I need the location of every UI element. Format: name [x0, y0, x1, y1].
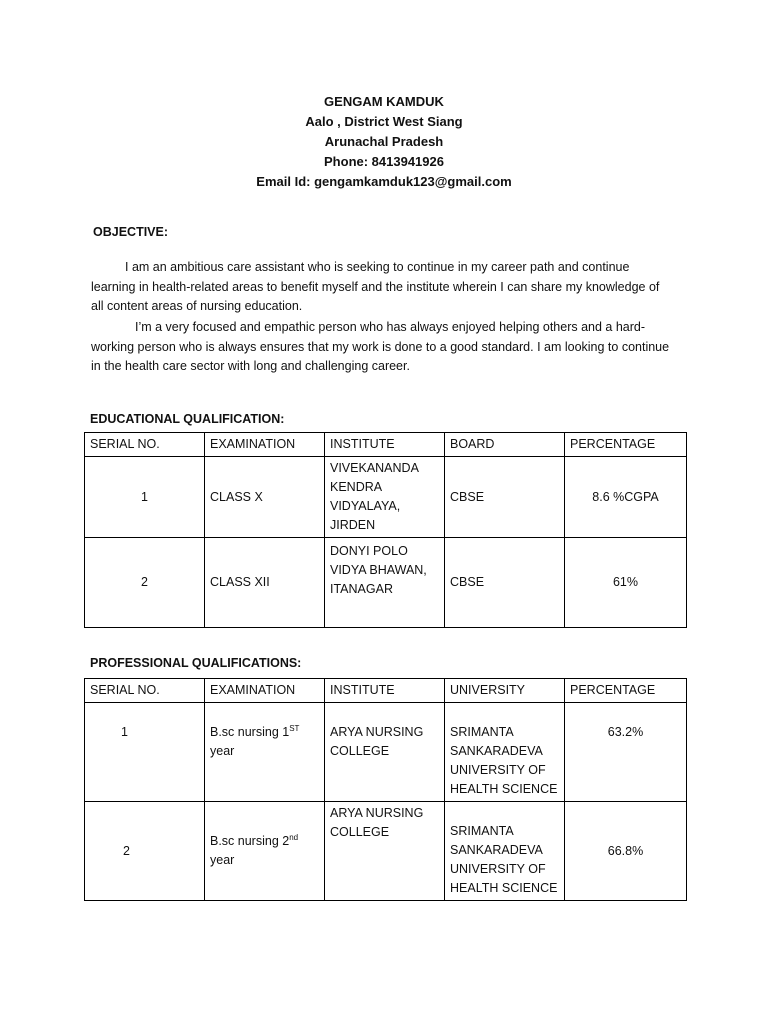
education-heading: EDUCATIONAL QUALIFICATION:: [90, 412, 285, 426]
exam-cell: [205, 802, 325, 901]
ordinal-suffix: ST: [289, 723, 300, 733]
column-header: EXAMINATION: [205, 433, 325, 457]
serial-cell: 2: [85, 538, 205, 628]
education-table: [84, 432, 687, 628]
table-row: [85, 703, 687, 802]
university-cell: SRIMANTA SANKARADEVA UNIVERSITY OF HEALTH SCIENCE: [445, 802, 565, 901]
board-cell: CBSE: [445, 538, 565, 628]
serial-cell: 1: [85, 457, 205, 538]
professional-heading: PROFESSIONAL QUALIFICATIONS:: [90, 656, 302, 670]
table-header-row: [85, 433, 687, 457]
percentage-cell: 8.6 %CGPA: [565, 457, 687, 538]
percentage-cell: 63.2%: [565, 703, 687, 802]
column-header: SERIAL NO.: [85, 433, 205, 457]
exam-cell: CLASS X: [205, 457, 325, 538]
table-row: [85, 538, 687, 628]
table-row: [85, 802, 687, 901]
column-header: PERCENTAGE: [565, 679, 687, 703]
column-header: SERIAL NO.: [85, 679, 205, 703]
address-line-2: Arunachal Pradesh: [324, 134, 444, 149]
column-header: INSTITUTE: [325, 433, 445, 457]
board-cell: CBSE: [445, 457, 565, 538]
resume-header: [0, 92, 768, 192]
exam-cell: CLASS XII: [205, 538, 325, 628]
exam-label: B.sc nursing 1: [210, 725, 290, 739]
objective-paragraph-2: I’m a very focused and empathic person who has always enjoyed helping others and a hard-working person who is always ensures that my work is done to a good standard. I am looking to continue in the health care sector with long and challenging career.: [91, 320, 670, 373]
table-header-row: [85, 679, 687, 703]
column-header: UNIVERSITY: [445, 679, 565, 703]
institute-cell: VIVEKANANDA KENDRA VIDYALAYA, JIRDEN: [325, 457, 445, 538]
table-row: [85, 457, 687, 538]
email-address: Email Id: gengamkamduk123@gmail.com: [256, 174, 512, 189]
percentage-cell: 66.8%: [565, 802, 687, 901]
column-header: EXAMINATION: [205, 679, 325, 703]
column-header: BOARD: [445, 433, 565, 457]
exam-label-suffix: year: [210, 853, 235, 867]
serial-cell: 2: [85, 802, 205, 901]
column-header: INSTITUTE: [325, 679, 445, 703]
objective-paragraph-1: I am an ambitious care assistant who is seeking to continue in my career path and continue learning in health-related areas to benefit myself and the institute wherein I can share my knowledge of all content areas of nursing education.: [91, 260, 660, 313]
address-line-1: Aalo , District West Siang: [305, 114, 463, 129]
institute-cell: ARYA NURSING COLLEGE: [325, 802, 445, 901]
column-header: PERCENTAGE: [565, 433, 687, 457]
institute-cell: ARYA NURSING COLLEGE: [325, 703, 445, 802]
exam-label: B.sc nursing 2: [210, 834, 290, 848]
objective-heading: OBJECTIVE:: [93, 225, 169, 239]
institute-cell: DONYI POLO VIDYA BHAWAN, ITANAGAR: [325, 538, 445, 628]
university-cell: SRIMANTA SANKARADEVA UNIVERSITY OF HEALTH SCIENCE: [445, 703, 565, 802]
percentage-cell: 61%: [565, 538, 687, 628]
ordinal-suffix: nd: [289, 832, 299, 842]
exam-label-suffix: year: [210, 744, 235, 758]
exam-cell: [205, 703, 325, 802]
professional-table: [84, 678, 687, 901]
candidate-name: GENGAM KAMDUK: [324, 94, 444, 109]
serial-cell: 1: [85, 703, 205, 802]
phone-number: Phone: 8413941926: [324, 154, 444, 169]
